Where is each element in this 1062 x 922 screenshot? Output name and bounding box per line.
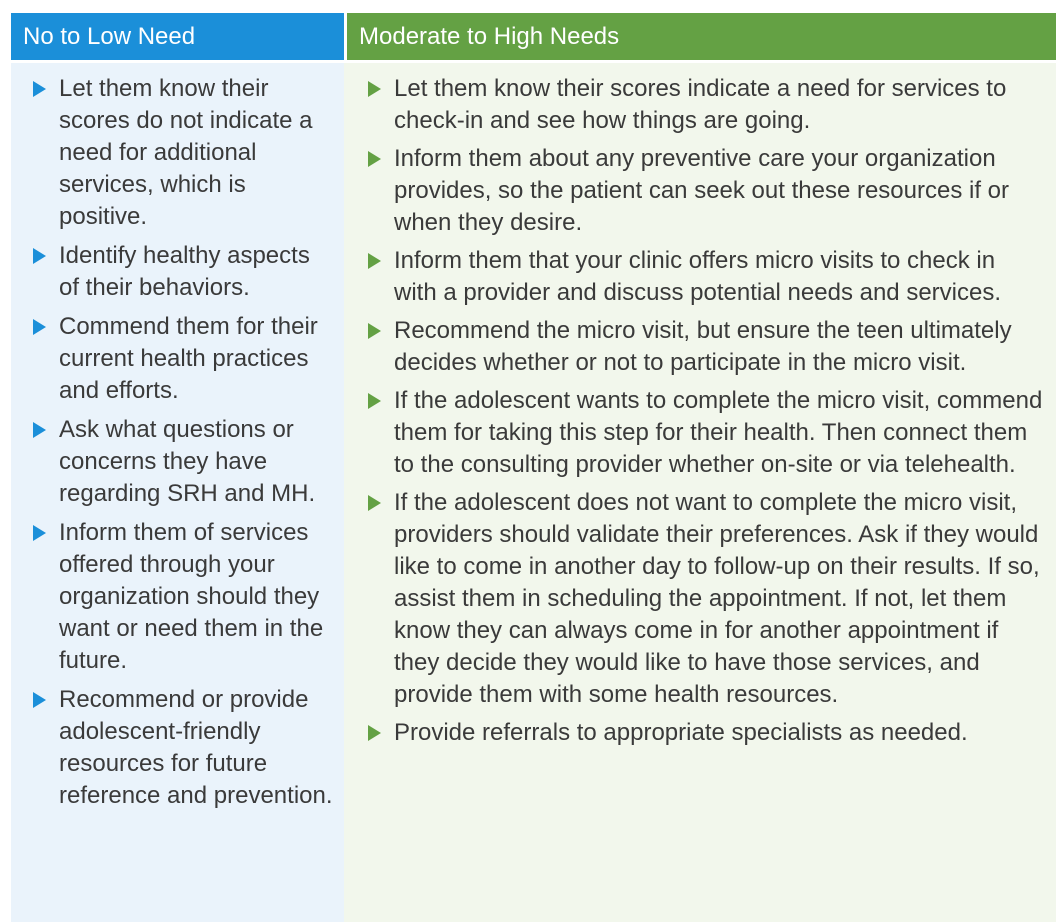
list-item-text: Inform them that your clinic offers micro visits to check in with a provider and discuss potential needs and services. [394, 247, 1002, 306]
list-item-text: Recommend or provide adolescent-friendly resources for future reference and prevention. [59, 686, 333, 809]
list-item-text: Provide referrals to appropriate specialists as needed. [394, 719, 968, 746]
list-item [368, 487, 1044, 711]
list-item [33, 517, 336, 677]
list-item [368, 73, 1044, 137]
list-item-text: Let them know their scores indicate a need for services to check-in and see how things are going. [394, 75, 1007, 134]
list-item-text: Let them know their scores do not indicate a need for additional services, which is positive. [59, 75, 313, 230]
high-need-header: Moderate to High Needs [344, 13, 1056, 63]
triangle-bullet-icon [33, 81, 46, 97]
low-need-column [11, 13, 344, 922]
triangle-bullet-icon [368, 323, 381, 339]
high-need-list [344, 63, 1056, 755]
list-item [33, 684, 336, 812]
triangle-bullet-icon [368, 393, 381, 409]
triangle-bullet-icon [33, 422, 46, 438]
list-item-text: Ask what questions or concerns they have regarding SRH and MH. [59, 416, 316, 507]
triangle-bullet-icon [368, 253, 381, 269]
low-need-header: No to Low Need [11, 13, 344, 63]
list-item-text: If the adolescent does not want to complete the micro visit, providers should validate their preferences. Ask if they would like to come in another day to follow-up on their results. If so, assist them in scheduling the appointment. If not, let them know they can always come in for another appointment if they decide they would like to have those services, and provide them with some health resources. [394, 489, 1040, 708]
list-item [368, 245, 1044, 309]
triangle-bullet-icon [33, 692, 46, 708]
list-item-text: Recommend the micro visit, but ensure the teen ultimately decides whether or not to participate in the micro visit. [394, 317, 1012, 376]
triangle-bullet-icon [368, 151, 381, 167]
list-item-text: Identify healthy aspects of their behaviors. [59, 242, 310, 301]
list-item-text: Inform them about any preventive care your organization provides, so the patient can seek out these resources if or when they desire. [394, 145, 1010, 236]
list-item-text: Inform them of services offered through your organization should they want or need them in the future. [59, 519, 324, 674]
list-item [368, 717, 1044, 749]
list-item-text: If the adolescent wants to complete the micro visit, commend them for taking this step for their health. Then connect them to the consulting provider whether on-site or via telehealth. [394, 387, 1043, 478]
list-item [33, 73, 336, 233]
triangle-bullet-icon [368, 81, 381, 97]
triangle-bullet-icon [33, 319, 46, 335]
low-need-list [11, 63, 344, 819]
list-item [368, 385, 1044, 481]
triangle-bullet-icon [33, 248, 46, 264]
list-item-text: Commend them for their current health practices and efforts. [59, 313, 318, 404]
needs-table [11, 13, 1056, 922]
triangle-bullet-icon [368, 725, 381, 741]
triangle-bullet-icon [33, 525, 46, 541]
high-need-column [344, 13, 1056, 922]
list-item [33, 240, 336, 304]
list-item [33, 414, 336, 510]
list-item [368, 315, 1044, 379]
list-item [368, 143, 1044, 239]
triangle-bullet-icon [368, 495, 381, 511]
list-item [33, 311, 336, 407]
